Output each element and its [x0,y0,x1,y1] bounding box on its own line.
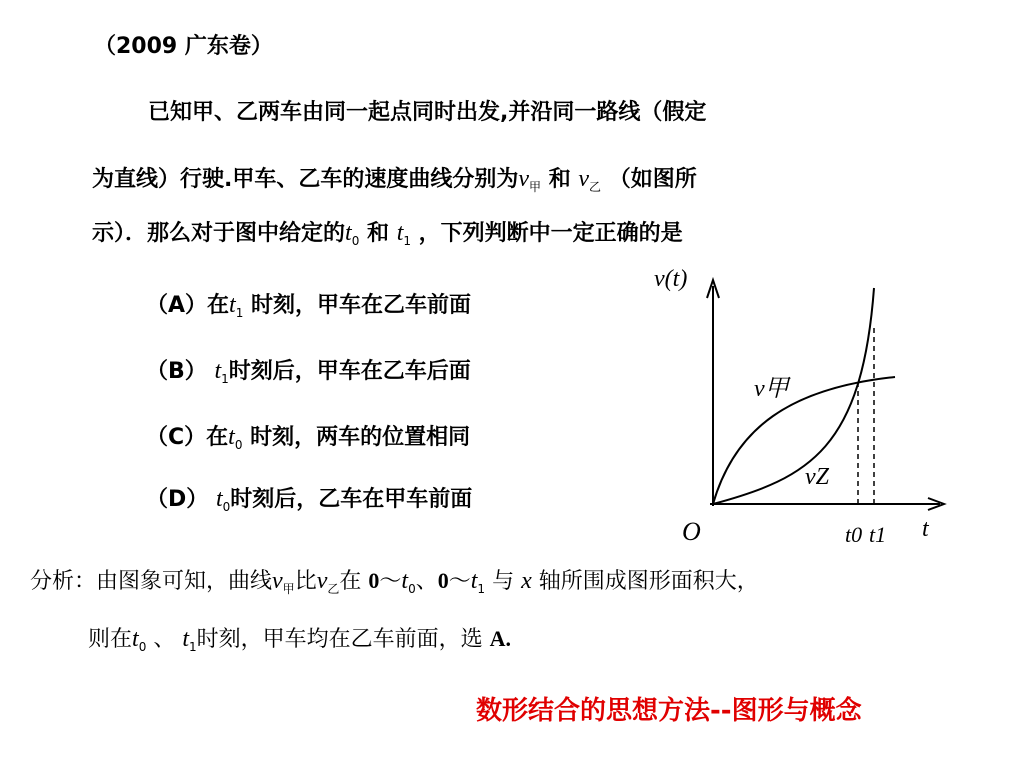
separator: 、 [415,569,438,594]
symbol-t: t [228,424,235,450]
option-c[interactable] [146,422,470,460]
symbol-t: t [229,292,236,318]
symbol-v: v [518,166,530,192]
analysis-text: 与 [492,569,515,594]
symbol-v: v [316,568,328,594]
subscript-1: 1 [477,582,486,596]
tilde: ～ [448,569,471,594]
subscript-1: 1 [189,640,197,654]
symbol-t: t [214,358,222,384]
question-text: 示）．那么对于图中给定的 [92,221,346,246]
curve-jia [713,377,895,504]
velocity-time-graph [640,258,970,548]
analysis-text: 分析：由图象可知，曲线 [30,569,273,594]
analysis-text: 则在 [88,627,133,652]
question-text: 和 [548,167,571,192]
subscript-1: 1 [403,234,411,248]
separator: 、 [153,627,176,652]
subscript-0: 0 [351,234,360,248]
analysis-text: 在 [339,569,362,594]
source-label: （2009 广东卷） [94,34,273,59]
curve-yi [713,288,874,504]
analysis-text: 轴所围成图形面积大， [538,569,759,594]
symbol-t: t [215,486,223,512]
tilde: ～ [379,569,402,594]
symbol-t: t [182,626,190,652]
symbol-t: t [470,568,478,594]
option-label: （D） [146,487,209,512]
symbol-x: x [521,568,532,594]
question-line-3 [92,218,683,256]
subscript-yi: 乙 [589,180,602,194]
question-line-2 [92,164,697,202]
subscript-0: 0 [234,438,243,452]
analysis-text: 比 [294,569,317,594]
tick-label-t0: t0 [845,522,863,547]
answer-choice: A. [489,626,512,651]
question-line-1: 已知甲、乙两车由同一起点同时出发,并沿同一路线（假定 [148,100,707,125]
symbol-v: v [272,568,283,594]
number-zero: 0 [368,568,380,593]
number-zero: 0 [437,568,449,593]
symbol-t: t [345,220,352,246]
option-text: 时刻，两车的位置相同 [250,425,471,450]
analysis-text: 时刻，甲车均在乙车前面，选 [196,627,483,652]
x-axis-label: t [922,516,929,542]
symbol-t: t [401,568,409,594]
origin-label: O [682,517,701,546]
option-text: 时刻，甲车在乙车前面 [251,293,472,318]
symbol-t: t [132,626,139,652]
method-title: 数形结合的思想方法--图形与概念 [476,696,862,726]
subscript-1: 1 [221,372,229,386]
subscript-0: 0 [222,500,231,514]
option-label: （B） [146,359,207,384]
subscript-jia: 甲 [529,180,542,194]
subscript-1: 1 [235,306,244,320]
curve-yi-label: vZ [805,464,829,490]
option-d[interactable] [146,484,472,522]
option-text: 时刻后，甲车在乙车后面 [228,359,471,384]
subscript-yi: 乙 [327,582,340,596]
subscript-0: 0 [138,640,147,654]
curve-jia-label: v甲 [754,376,789,402]
option-label: （A）在 [146,293,230,318]
symbol-t: t [396,220,404,246]
option-label: （C）在 [146,425,229,450]
y-axis-label: v(t) [654,266,688,292]
question-text: 为直线）行驶.甲车、乙车的速度曲线分别为 [92,167,519,192]
question-text: （如图所 [608,167,697,192]
analysis-line-2 [88,624,511,662]
question-text: ，下列判断中一定正确的是 [418,221,683,246]
subscript-0: 0 [408,582,416,596]
option-a[interactable] [146,290,471,328]
tick-label-t1: t1 [869,522,887,547]
question-text: 和 [367,221,390,246]
option-text: 时刻后，乙车在甲车前面 [230,487,473,512]
option-b[interactable] [146,356,471,394]
analysis-line-1 [30,566,759,604]
subscript-jia: 甲 [282,582,295,596]
symbol-v: v [578,166,590,192]
